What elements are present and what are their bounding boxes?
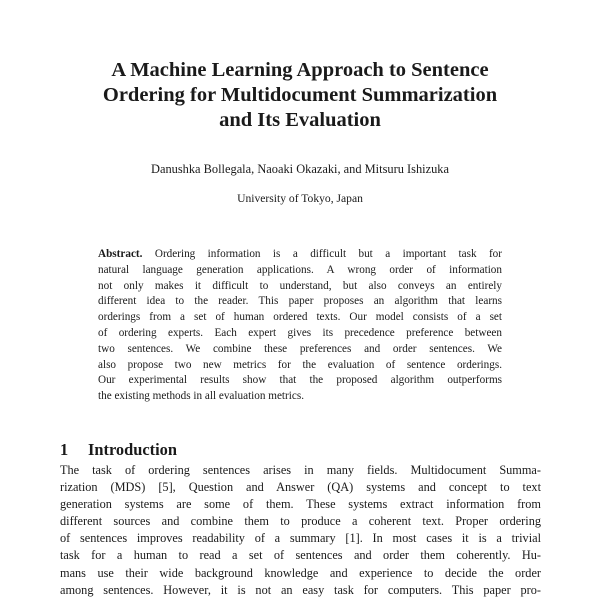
body-line: of sentences improves readability of a summary [1]. In most cases it is a trivial [60, 531, 541, 546]
abstract-line: not only makes it difficult to understand, but also conveys an entirely [98, 279, 502, 292]
body-line: different sources and combine them to produce a coherent text. Proper ordering [60, 514, 541, 529]
abstract [98, 247, 502, 405]
section-title: Introduction [88, 439, 177, 459]
abstract-line: two sentences. We combine these preferences and order sentences. We [98, 342, 502, 355]
title-line: and Its Evaluation [219, 109, 381, 131]
paper-title [40, 58, 560, 133]
abstract-line: natural language generation applications. A wrong order of information [98, 263, 502, 276]
abstract-text: Ordering information is a difficult but a important task for [154, 248, 503, 260]
body-line: rization (MDS) [5], Question and Answer (QA) systems and concept to text [60, 480, 541, 495]
body-line: task for a human to read a set of sentences and order them coherently. Hu- [60, 548, 541, 563]
abstract-line: also propose two new metrics for the evaluation of sentence orderings. [98, 358, 502, 371]
body-line: generation systems are some of them. These systems extract information from [60, 497, 541, 512]
abstract-line: of ordering experts. Each expert gives its precedence preference between [98, 326, 502, 339]
abstract-line: Our experimental results show that the proposed algorithm outperforms [98, 374, 502, 387]
section-number: 1 [60, 439, 69, 459]
body-line: among sentences. However, it is not an easy task for computers. This paper pro- [60, 582, 541, 597]
title-line: A Machine Learning Approach to Sentence [111, 59, 489, 81]
abstract-line: different idea to the reader. This paper proposes an algorithm that learns [98, 295, 502, 308]
body-line: The task of ordering sentences arises in many fields. Multidocument Summa- [60, 463, 541, 477]
affiliation: University of Tokyo, Japan [237, 192, 363, 205]
title-line: Ordering for Multidocument Summarization [102, 84, 498, 106]
body-line: mans use their wide background knowledge and experience to decide the order [60, 565, 541, 580]
section-heading [60, 440, 177, 460]
abstract-line [98, 247, 502, 263]
introduction-body [60, 462, 541, 599]
author-list: Danushka Bollegala, Naoaki Okazaki, and Mitsuru Ishizuka [151, 162, 449, 176]
abstract-label: Abstract. [98, 248, 143, 260]
abstract-line: orderings from a set of human ordered texts. Our model consists of a set [98, 311, 502, 324]
abstract-line: the existing methods in all evaluation metrics. [98, 390, 304, 403]
